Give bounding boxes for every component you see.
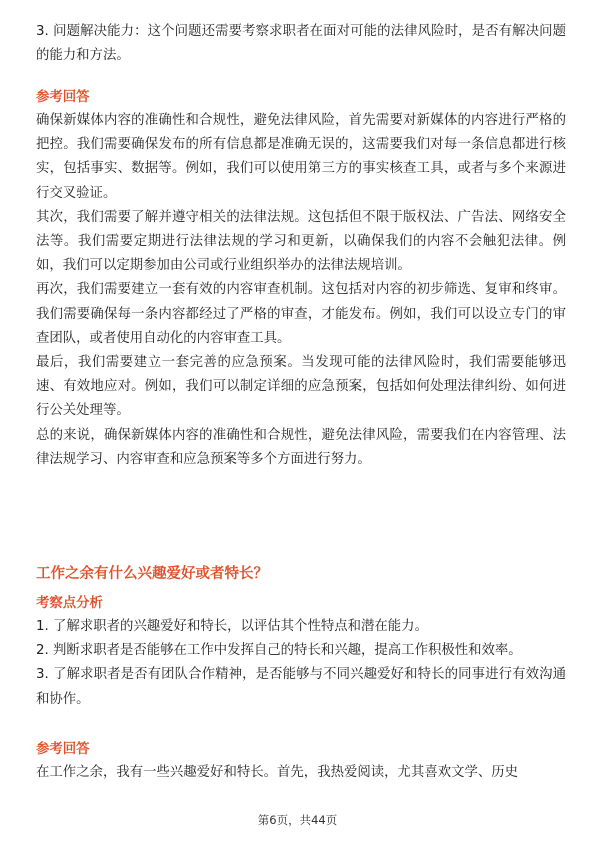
answer-paragraph: 其次，我们需要了解并遵守相关的法律法规。这包括但不限于版权法、广告法、网络安全法等。我们需要定期进行法律法规的学习和更新，以确保我们的内容不会触犯法律。例如，我们可以定期参加由公司或行业组织举办的法律法规培训。 [36, 209, 566, 274]
previous-question-analysis [36, 20, 566, 68]
answer-paragraph: 再次，我们需要建立一套有效的内容审查机制。这包括对内容的初步筛选、复审和终审。我们需要确保每一条内容都经过了严格的审查，才能发布。例如，我们可以设立专门的审查团队，或者使用自动化的内容审查工具。 [36, 282, 566, 346]
page-number: 第6页，共44页 [257, 813, 338, 827]
analysis-point-3: 3. 问题解决能力：这个问题还需要考察求职者在面对可能的法律风险时，是否有解决问题的能力和方法。 [36, 24, 566, 64]
answer-1-heading-block [36, 88, 566, 108]
answer-paragraph: 在工作之余，我有一些兴趣爱好和特长。首先，我热爱阅读，尤其喜欢文学、历史 [36, 765, 519, 780]
analysis-points [36, 615, 566, 712]
reference-answer-heading: 参考回答 [36, 90, 90, 105]
reference-answer-1 [36, 109, 566, 472]
analysis-point: 2. 判断求职者是否能够在工作中发挥自己的特长和兴趣，提高工作积极性和效率。 [36, 643, 522, 659]
question-2-block [36, 563, 566, 585]
answer-paragraph: 确保新媒体内容的准确性和合规性，避免法律风险，首先需要对新媒体的内容进行严格的把控。我们需要确保发布的所有信息都是准确无误的，这需要我们对每一条信息都进行核实，包括事实、数据等。例如，我们可以使用第三方的事实核查工具，或者与多个来源进行交叉验证。 [36, 113, 566, 201]
points-heading-block [36, 594, 566, 614]
answer-paragraph: 最后，我们需要建立一套完善的应急预案。当发现可能的法律风险时，我们需要能够迅速、有效地应对。例如，我们可以制定详细的应急预案，包括如何处理法律纠纷、如何进行公关处理等。 [36, 355, 566, 419]
analysis-heading: 考察点分析 [36, 596, 103, 611]
analysis-point: 1. 了解求职者的兴趣爱好和特长，以评估其个性特点和潜在能力。 [36, 619, 428, 634]
reference-answer-2 [36, 761, 566, 785]
question-title: 工作之余有什么兴趣爱好或者特长？ [36, 566, 268, 582]
answer-paragraph: 总的来说，确保新媒体内容的准确性和合规性，避免法律风险，需要我们在内容管理、法律法规学习、内容审查和应急预案等多个方面进行努力。 [36, 427, 566, 467]
answer-2-heading-block [36, 740, 566, 760]
reference-answer-heading: 参考回答 [36, 742, 90, 757]
analysis-point: 3. 了解求职者是否有团队合作精神，是否能够与不同兴趣爱好和特长的同事进行有效沟通和协作。 [36, 667, 566, 707]
